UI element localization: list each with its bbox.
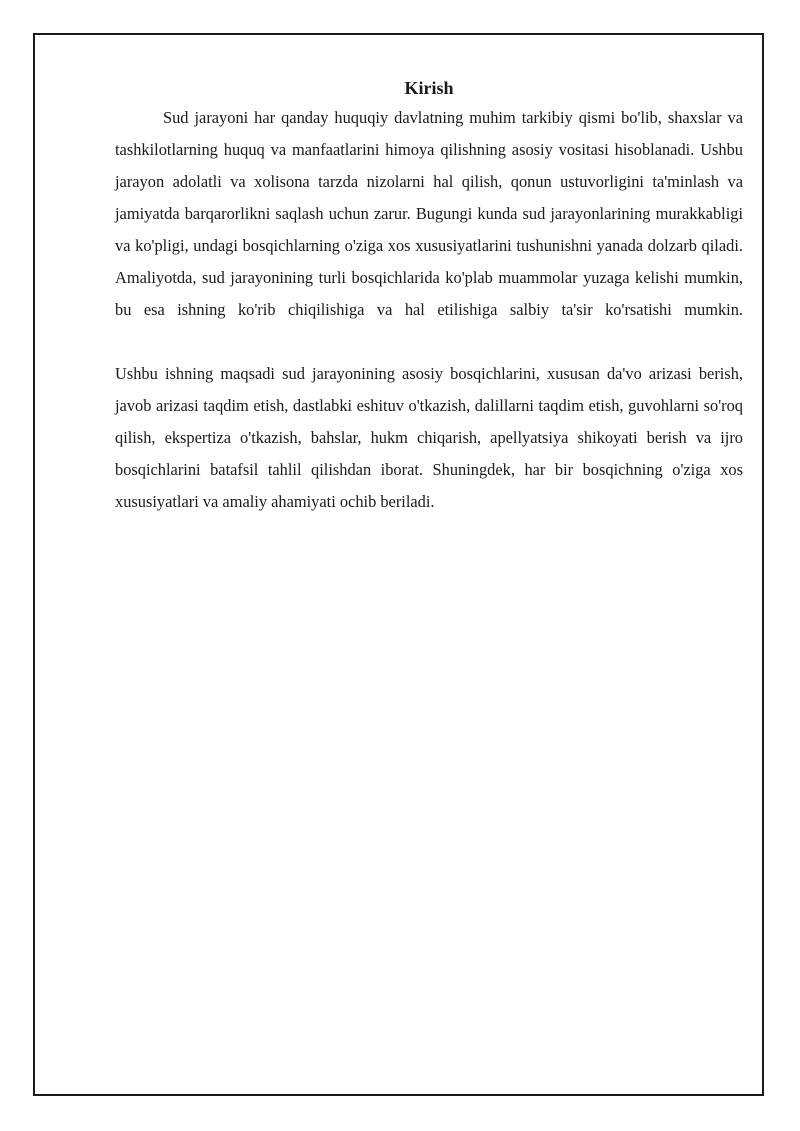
document-heading: Kirish <box>404 78 454 98</box>
paragraph-introduction: Sud jarayoni har qanday huquqiy davlatning muhim tarkibiy qismi bo'lib, shaxslar va tashkilotlarning huquq va manfaatlarini himoya qilishning asosiy vositasi hisoblanadi. Ushbu jarayon adolatli va xolisona tarzda nizolarni hal qilish, qonun ustuvorligini ta'minlash va jamiyatda barqarorlikni saqlash uchun zarur. Bugungi kunda sud jarayonlarining murakkabligi va ko'pligi, undagi bosqichlarning o'ziga xos xususiyatlarini tushunishni yanada dolzarb qiladi. Amaliyotda, sud jarayonining turli bosqichlarida ko'plab muammolar yuzaga kelishi mumkin, bu esa ishning ko'rib chiqilishiga va hal etilishiga salbiy ta'sir ko'rsatishi mumkin. <box>115 108 743 319</box>
document-body <box>115 76 743 518</box>
paragraph-purpose: Ushbu ishning maqsadi sud jarayonining asosiy bosqichlarini, xususan da'vo arizasi berish, javob arizasi taqdim etish, dastlabki eshituv o'tkazish, dalillarni taqdim etish, guvohlarni so'roq qilish, ekspertiza o'tkazish, bahslar, hukm chiqarish, apellyatsiya shikoyati berish va ijro bosqichlarini batafsil tahlil qilishdan iborat. Shuningdek, har bir bosqichning o'ziga xos xususiyatlari va amaliy ahamiyati ochib beriladi. <box>115 364 743 511</box>
paragraph-spacer <box>115 326 743 358</box>
